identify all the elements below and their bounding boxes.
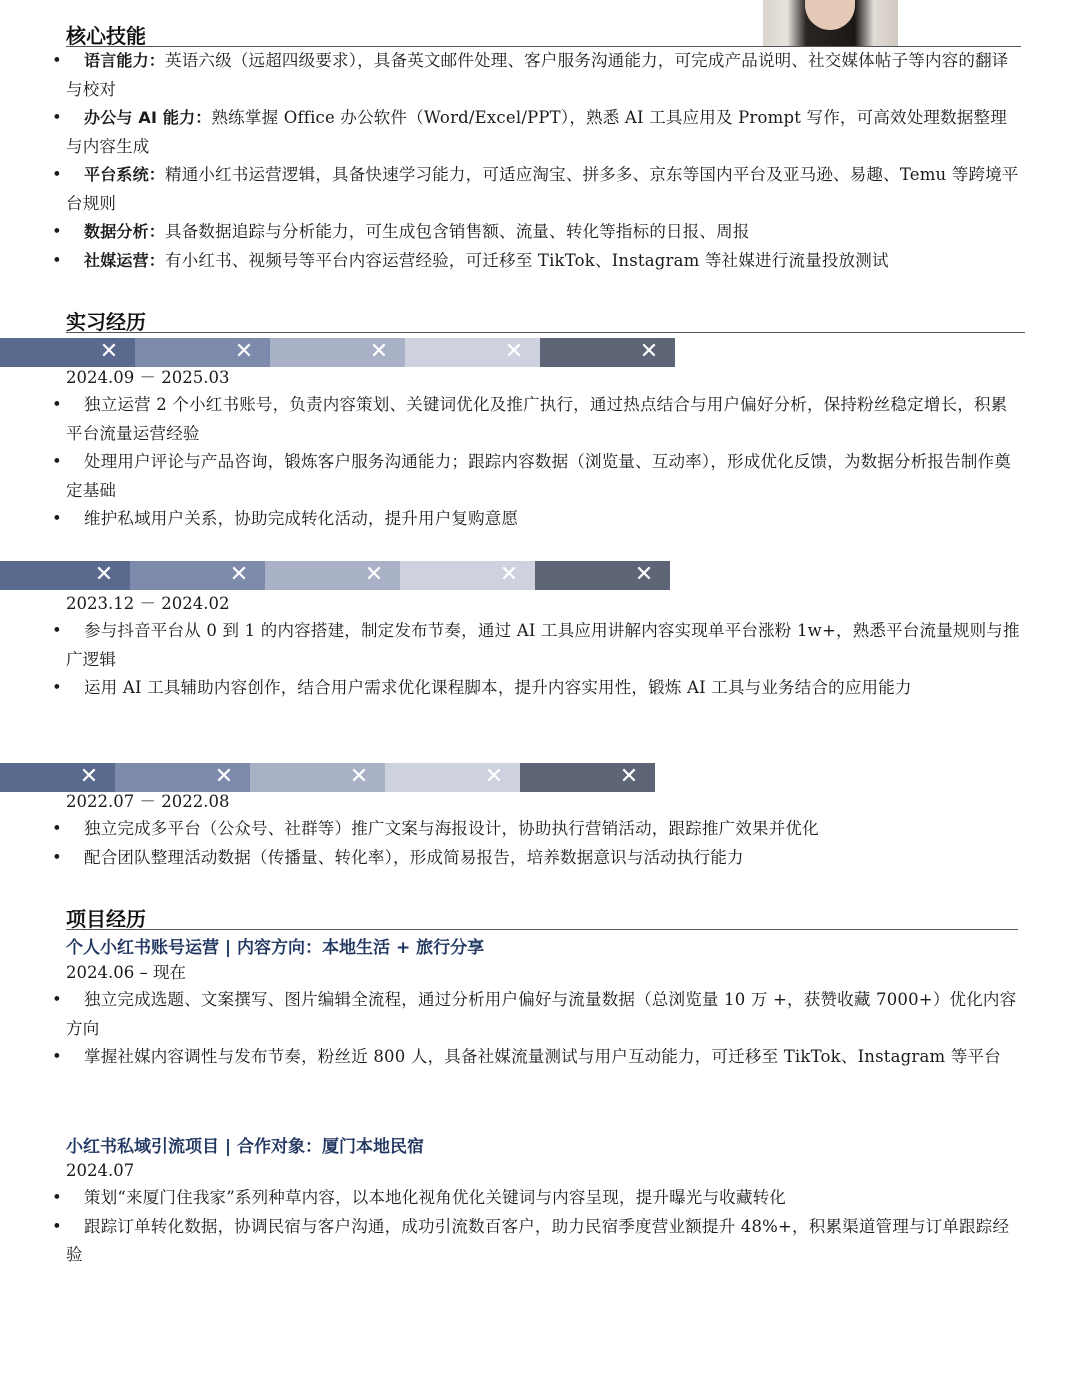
list-item: • 策划“来厦门住我家”系列种草内容，以本地化视角优化关键词与内容呈现，提升曝光与收藏转化 [66,1184,1021,1213]
band-segment [540,338,675,367]
internship-date: 2022.07 － 2022.08 [66,792,230,811]
list-item: • 参与抖音平台从 0 到 1 的内容搭建，制定发布节奏，通过 AI 工具应用讲解内容实现单平台涨粉 1w+，熟悉平台流量规则与推广逻辑 [66,617,1021,674]
list-item: • 独立运营 2 个小红书账号，负责内容策划、关键词优化及推广执行，通过热点结合与用户偏好分析，保持粉丝稳定增长，积累平台流量运营经验 [66,391,1021,448]
section-title-internship: 实习经历 [66,310,146,334]
section-title-projects: 项目经历 [66,907,146,931]
list-item: • 配合团队整理活动数据（传播量、转化率），形成简易报告，培养数据意识与活动执行能力 [66,844,1021,873]
project-date: 2024.06 – 现在 [66,963,186,982]
list-item: • 独立完成多平台（公众号、社群等）推广文案与海报设计，协助执行营销活动，跟踪推广效果并优化 [66,815,1021,844]
decorative-band [0,763,655,792]
skill-item: • 社媒运营：有小红书、视频号等平台内容运营经验，可迁移至 TikTok、Instagram 等社媒进行流量投放测试 [66,247,1021,276]
close-icon: ✕ [639,339,659,364]
list-item: • 掌握社媒内容调性与发布节奏，粉丝近 800 人，具备社媒流量测试与用户互动能力，可迁移至 TikTok、Instagram 等平台 [66,1043,1021,1072]
close-icon: ✕ [94,562,114,587]
close-icon: ✕ [229,562,249,587]
list-item: • 独立完成选题、文案撰写、图片编辑全流程，通过分析用户偏好与流量数据（总浏览量 10 万 +，获赞收藏 7000+）优化内容方向 [66,986,1021,1043]
band-segment [130,561,265,590]
close-icon: ✕ [349,764,369,789]
section-divider [66,332,1025,333]
band-segment [385,763,520,792]
internship-list [66,815,1021,872]
section-divider [66,929,1018,930]
band-segment [250,763,385,792]
project-title: 小红书私域引流项目 | 合作对象：厦门本地民宿 [66,1137,425,1157]
band-segment [400,561,535,590]
skill-item: • 平台系统：精通小红书运营逻辑，具备快速学习能力，可适应淘宝、拼多多、京东等国内平台及亚马逊、易趣、Temu 等跨境平台规则 [66,161,1021,218]
internship-list [66,391,1021,534]
skill-item: • 语言能力：英语六级（远超四级要求），具备英文邮件处理、客户服务沟通能力，可完成产品说明、社交媒体帖子等内容的翻译与校对 [66,47,1021,104]
band-segment [0,763,115,792]
project-list [66,986,1021,1072]
close-icon: ✕ [484,764,504,789]
close-icon: ✕ [369,339,389,364]
band-segment [115,763,250,792]
close-icon: ✕ [634,562,654,587]
project-date: 2024.07 [66,1161,135,1180]
band-segment [0,561,130,590]
band-segment [535,561,670,590]
close-icon: ✕ [499,562,519,587]
decorative-band [0,338,675,367]
list-item: • 运用 AI 工具辅助内容创作，结合用户需求优化课程脚本，提升内容实用性，锻炼 AI 工具与业务结合的应用能力 [66,674,1021,703]
close-icon: ✕ [99,339,119,364]
close-icon: ✕ [619,764,639,789]
close-icon: ✕ [214,764,234,789]
band-segment [520,763,655,792]
band-segment [0,338,135,367]
list-item: • 维护私域用户关系，协助完成转化活动，提升用户复购意愿 [66,505,1021,534]
band-segment [405,338,540,367]
close-icon: ✕ [364,562,384,587]
band-segment [265,561,400,590]
internship-date: 2023.12 － 2024.02 [66,594,230,613]
profile-photo [763,0,898,46]
decorative-band [0,561,670,590]
list-item: • 处理用户评论与产品咨询，锻炼客户服务沟通能力；跟踪内容数据（浏览量、互动率），形成优化反馈，为数据分析报告制作奠定基础 [66,448,1021,505]
skills-list [66,47,1021,275]
project-list [66,1184,1021,1270]
project-title: 个人小红书账号运营 | 内容方向：本地生活 + 旅行分享 [66,938,485,958]
close-icon: ✕ [234,339,254,364]
internship-list [66,617,1021,703]
band-segment [135,338,270,367]
internship-date: 2024.09 － 2025.03 [66,368,230,387]
skill-item: • 办公与 AI 能力：熟练掌握 Office 办公软件（Word/Excel/PPT），熟悉 AI 工具应用及 Prompt 写作，可高效处理数据整理与内容生成 [66,104,1021,161]
close-icon: ✕ [504,339,524,364]
skill-item: • 数据分析：具备数据追踪与分析能力，可生成包含销售额、流量、转化等指标的日报、周报 [66,218,1021,247]
band-segment [270,338,405,367]
close-icon: ✕ [79,764,99,789]
section-title-skills: 核心技能 [66,24,146,48]
list-item: • 跟踪订单转化数据，协调民宿与客户沟通，成功引流数百客户，助力民宿季度营业额提升 48%+，积累渠道管理与订单跟踪经验 [66,1213,1021,1270]
